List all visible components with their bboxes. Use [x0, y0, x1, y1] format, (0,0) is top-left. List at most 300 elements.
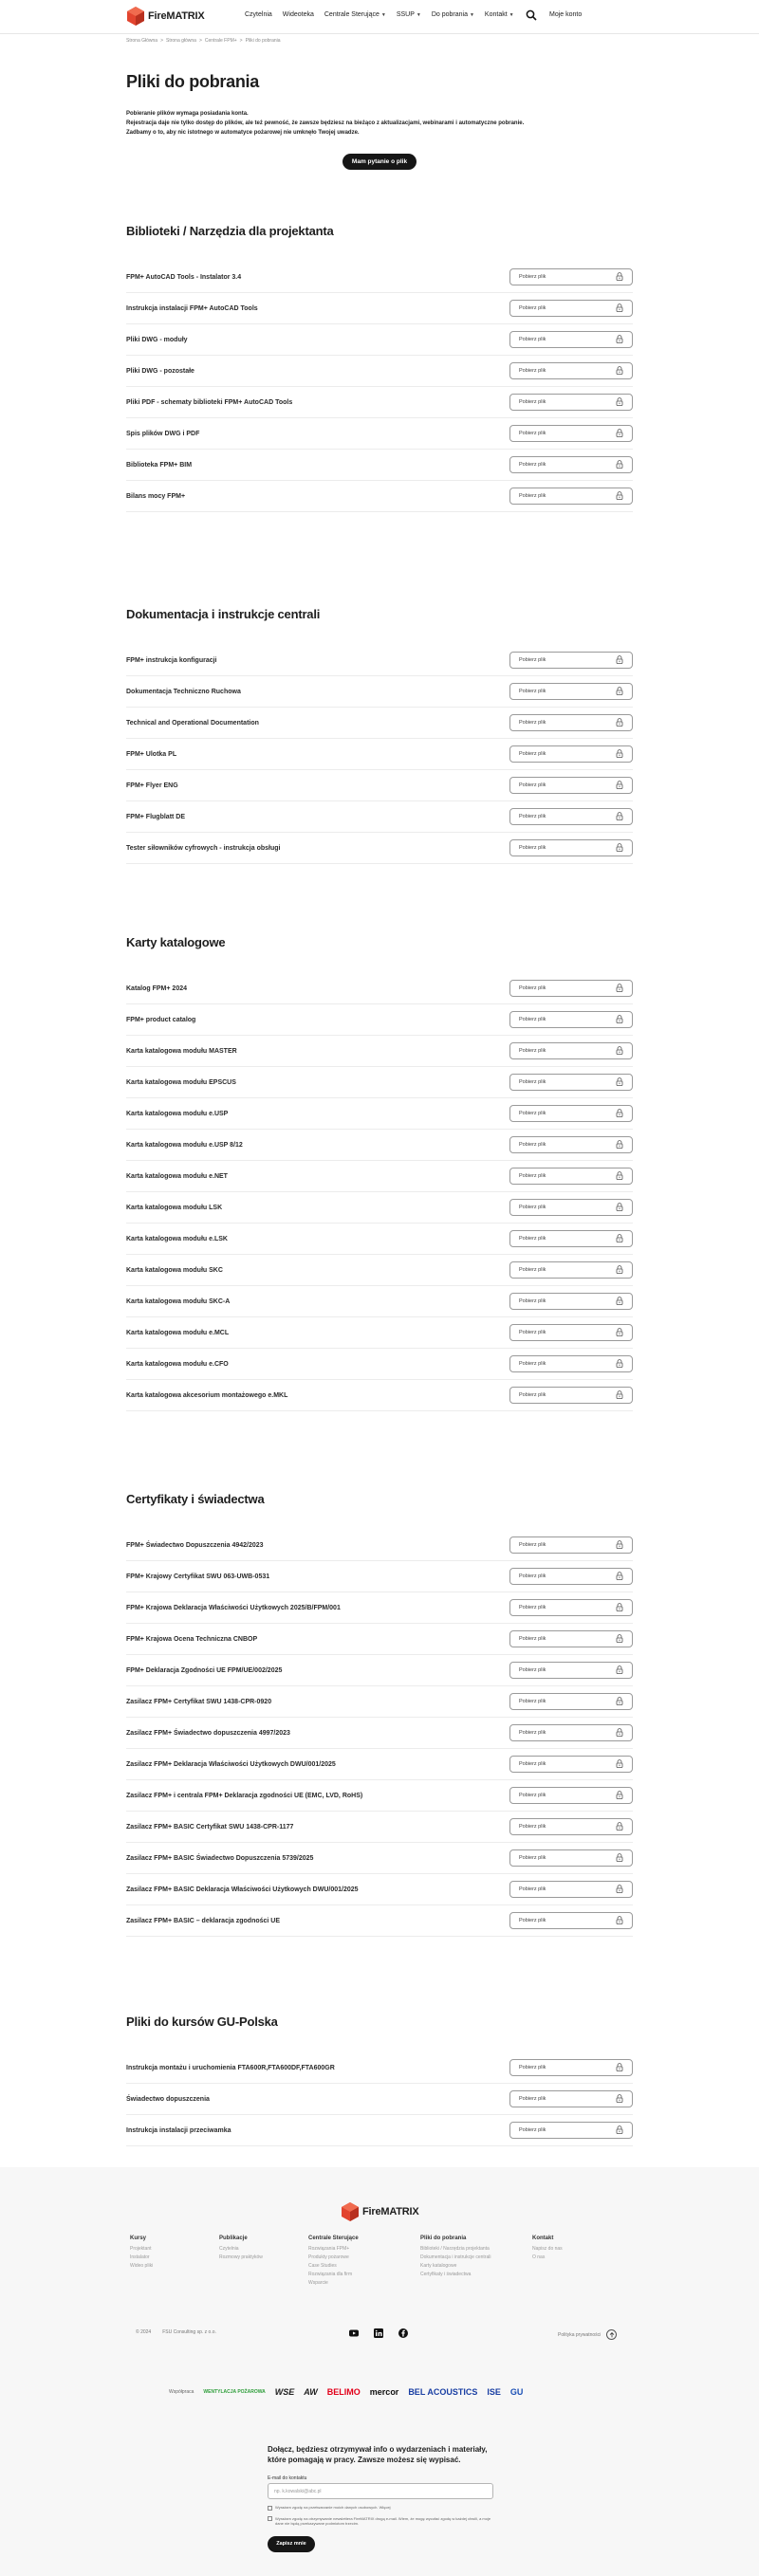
footer-column-heading: Kontakt — [532, 2236, 554, 2241]
download-button[interactable] — [509, 1756, 633, 1773]
email-field-label: E-mail do kontaktu — [268, 2475, 307, 2481]
file-name: Zasilacz FPM+ BASIC – deklaracja zgodności UE — [126, 1917, 281, 1924]
footer-column — [532, 2236, 608, 2288]
partners-strip — [169, 2387, 523, 2397]
lock-icon — [616, 1787, 623, 1804]
footer-column-heading: Kursy — [130, 2236, 147, 2241]
download-section — [126, 224, 633, 512]
intro-text — [126, 109, 620, 138]
chevron-down-icon: ▼ — [469, 11, 474, 18]
download-button-label: Pobierz plik — [519, 1392, 546, 1398]
download-button[interactable] — [509, 1293, 633, 1310]
download-button[interactable] — [509, 268, 633, 285]
download-button-label: Pobierz plik — [519, 1361, 546, 1367]
partner-logo[interactable]: WSE — [274, 2387, 295, 2397]
consent-checkbox-row — [268, 2516, 495, 2527]
newsletter-title: Dołącz, będziesz otrzymywał info o wydarzeniach i materiały, które pomagają w pracy. Zawsze możesz się wypisać. — [268, 2445, 488, 2464]
file-list — [126, 645, 633, 864]
nav-item-label: Centrale Sterujące — [324, 11, 380, 18]
file-row — [126, 1874, 633, 1905]
download-button[interactable] — [509, 394, 633, 411]
download-button[interactable] — [509, 980, 633, 997]
file-name: Pliki PDF - schematy biblioteki FPM+ AutoCAD Tools — [126, 398, 293, 406]
download-button[interactable] — [509, 1568, 633, 1585]
footer-link[interactable]: Rozmowy praktyków — [219, 2254, 263, 2260]
file-row — [126, 1905, 633, 1937]
file-name: Zasilacz FPM+ i centrala FPM+ Deklaracja zgodności UE (EMC, LVD, RoHS) — [126, 1792, 363, 1799]
file-name: Zasilacz FPM+ BASIC Deklaracja Właściwości Użytkowych DWU/001/2025 — [126, 1886, 359, 1893]
download-button[interactable] — [509, 1324, 633, 1341]
file-name: FPM+ Krajowa Ocena Techniczna CNBOP — [126, 1635, 258, 1643]
company-name: FSU Consulting sp. z o.o. — [162, 2329, 216, 2335]
file-row — [126, 833, 633, 864]
lock-icon — [616, 652, 623, 669]
footer-link[interactable]: Czytelnia — [219, 2246, 239, 2252]
footer-column-heading: Pliki do pobrania — [420, 2236, 467, 2241]
download-button-label: Pobierz plik — [519, 1173, 546, 1179]
download-button[interactable] — [509, 1599, 633, 1616]
file-row — [126, 708, 633, 739]
footer-column — [420, 2236, 532, 2288]
download-button-label: Pobierz plik — [519, 368, 546, 374]
download-button-label: Pobierz plik — [519, 1079, 546, 1085]
file-row — [126, 1686, 633, 1718]
lock-icon — [616, 1630, 623, 1647]
file-list — [126, 262, 633, 512]
lock-icon — [616, 1168, 623, 1185]
partner-logo[interactable]: BEL ACOUSTICS — [408, 2387, 478, 2397]
section-title: Karty katalogowe — [126, 935, 226, 949]
lock-icon — [616, 777, 623, 794]
file-name: Karta katalogowa modułu SKC — [126, 1266, 223, 1274]
footer-link[interactable]: O nas — [532, 2254, 546, 2260]
intro-line: Pobieranie plików wymaga posiadania konta. — [126, 111, 249, 117]
file-name: Pliki DWG - moduły — [126, 336, 188, 343]
download-button[interactable] — [509, 1261, 633, 1279]
file-row — [126, 1624, 633, 1655]
download-button-label: Pobierz plik — [519, 657, 546, 663]
lock-icon — [616, 1293, 623, 1310]
nav-item-label: Czytelnia — [245, 11, 272, 18]
file-row — [126, 973, 633, 1004]
section-title: Biblioteki / Narzędzia dla projektanta — [126, 224, 334, 238]
youtube-icon[interactable] — [349, 2328, 359, 2338]
file-row — [126, 1130, 633, 1161]
file-row — [126, 1317, 633, 1349]
download-button-label: Pobierz plik — [519, 1793, 546, 1798]
partner-logo[interactable]: mercor — [369, 2387, 399, 2397]
file-row — [126, 324, 633, 356]
footer-link[interactable]: Dokumentacja i instrukcje centrali — [420, 2254, 491, 2260]
file-name: Pliki DWG - pozostałe — [126, 367, 194, 375]
download-button-label: Pobierz plik — [519, 985, 546, 991]
footer-link[interactable]: Rozwiązania dla firm — [308, 2272, 353, 2277]
lock-icon — [616, 488, 623, 505]
lock-icon — [616, 839, 623, 856]
lock-icon — [616, 331, 623, 348]
file-name: Karta katalogowa modułu e.MCL — [126, 1329, 230, 1336]
lock-icon — [616, 1355, 623, 1372]
download-button[interactable] — [509, 2059, 633, 2076]
download-button[interactable] — [509, 1881, 633, 1898]
download-button[interactable] — [509, 1230, 633, 1247]
newsletter-form — [268, 2444, 495, 2552]
file-row — [126, 801, 633, 833]
download-button-label: Pobierz plik — [519, 1761, 546, 1767]
download-button[interactable] — [509, 1387, 633, 1404]
file-row — [126, 645, 633, 676]
file-name: FPM+ Flugblatt DE — [126, 813, 186, 820]
file-row — [126, 1561, 633, 1592]
download-button-label: Pobierz plik — [519, 1824, 546, 1830]
file-row — [126, 2084, 633, 2115]
nav-item-label: Wideoteka — [282, 11, 314, 18]
site-footer — [0, 2167, 759, 2576]
download-section — [126, 935, 633, 1411]
download-button[interactable] — [509, 1355, 633, 1372]
nav-item-label: SSUP — [396, 11, 415, 18]
file-row — [126, 770, 633, 801]
lock-icon — [616, 456, 623, 473]
lock-icon — [616, 425, 623, 442]
lock-icon — [616, 1324, 623, 1341]
download-button-label: Pobierz plik — [519, 689, 546, 694]
download-button[interactable] — [509, 1074, 633, 1091]
social-links — [349, 2328, 408, 2338]
file-row — [126, 1224, 633, 1255]
file-row — [126, 293, 633, 324]
file-name: FPM+ Deklaracja Zgodności UE FPM/UE/002/2025 — [126, 1666, 283, 1674]
download-button-label: Pobierz plik — [519, 431, 546, 436]
download-button[interactable] — [509, 300, 633, 317]
file-name: Karta katalogowa modułu e.CFO — [126, 1360, 229, 1368]
firematrix-logo-icon — [342, 2202, 359, 2221]
file-name: Karta katalogowa modułu e.LSK — [126, 1235, 228, 1242]
footer-link[interactable]: Instalator — [130, 2254, 150, 2260]
footer-link[interactable]: Case Studies — [308, 2263, 337, 2269]
download-button[interactable] — [509, 1693, 633, 1710]
footer-column-heading: Publikacje — [219, 2236, 248, 2241]
logo-text: FireMATRIX — [148, 10, 205, 22]
file-row — [126, 1812, 633, 1843]
download-button[interactable] — [509, 1168, 633, 1185]
file-name: Świadectwo dopuszczenia — [126, 2095, 210, 2103]
section-title: Certyfikaty i świadectwa — [126, 1492, 265, 1506]
file-row — [126, 739, 633, 770]
download-button[interactable] — [509, 488, 633, 505]
file-name: Karta katalogowa modułu SKC-A — [126, 1297, 231, 1305]
file-name: FPM+ Krajowa Deklaracja Właściwości Użytkowych 2025/B/FPM/001 — [126, 1604, 341, 1611]
download-button-label: Pobierz plik — [519, 1636, 546, 1642]
download-button-label: Pobierz plik — [519, 1855, 546, 1861]
footer-link[interactable]: Wsparcie — [308, 2280, 328, 2286]
file-name: Instrukcja montażu i uruchomienia FTA600R,FTA600DF,FTA600GR — [126, 2064, 335, 2071]
lock-icon — [616, 1693, 623, 1710]
download-button-label: Pobierz plik — [519, 1298, 546, 1304]
subscribe-button[interactable]: Zapisz mnie — [268, 2536, 315, 2552]
partner-logo[interactable]: WENTYLACJA POŻAROWA — [203, 2389, 266, 2395]
download-button[interactable] — [509, 1536, 633, 1554]
download-button[interactable] — [509, 456, 633, 473]
file-row — [126, 1036, 633, 1067]
lock-icon — [616, 1074, 623, 1091]
file-row — [126, 1098, 633, 1130]
file-row — [126, 1749, 633, 1780]
download-button[interactable] — [509, 1199, 633, 1216]
file-name: FPM+ AutoCAD Tools - Instalator 3.4 — [126, 273, 242, 281]
lock-icon — [616, 1105, 623, 1122]
file-name: Spis plików DWG i PDF — [126, 430, 200, 437]
download-button[interactable] — [509, 1662, 633, 1679]
download-button[interactable] — [509, 839, 633, 856]
nav-item[interactable] — [432, 11, 474, 18]
file-name: FPM+ Flyer ENG — [126, 782, 178, 789]
lock-icon — [616, 1199, 623, 1216]
footer-column — [219, 2236, 308, 2288]
download-button[interactable] — [509, 1787, 633, 1804]
lock-icon — [616, 1724, 623, 1741]
file-name: Tester siłowników cyfrowych - instrukcja obsługi — [126, 844, 281, 852]
download-button-label: Pobierz plik — [519, 1573, 546, 1579]
file-list — [126, 1530, 633, 1937]
nav-item[interactable] — [397, 11, 421, 18]
partner-logo[interactable]: AW — [304, 2387, 318, 2397]
download-button-label: Pobierz plik — [519, 1667, 546, 1673]
download-button[interactable] — [509, 1912, 633, 1929]
download-button-label: Pobierz plik — [519, 1886, 546, 1892]
download-button[interactable] — [509, 1042, 633, 1059]
chevron-down-icon: ▼ — [416, 11, 421, 18]
download-button[interactable] — [509, 2122, 633, 2139]
file-name: Karta katalogowa modułu EPSCUS — [126, 1078, 236, 1086]
lock-icon — [616, 1756, 623, 1773]
download-button-label: Pobierz plik — [519, 1205, 546, 1210]
file-row — [126, 1255, 633, 1286]
footer-link[interactable]: Rozwiązania FPM+ — [308, 2246, 350, 2252]
download-button-label: Pobierz plik — [519, 2127, 546, 2133]
privacy-link[interactable]: Polityka prywatności — [558, 2331, 602, 2338]
footer-link[interactable]: Karty katalogowe — [420, 2263, 457, 2269]
download-button[interactable] — [509, 777, 633, 794]
download-button-label: Pobierz plik — [519, 1542, 546, 1548]
footer-column — [130, 2236, 219, 2288]
file-name: Karta katalogowa modułu e.USP — [126, 1110, 229, 1117]
download-button-label: Pobierz plik — [519, 274, 546, 280]
file-list — [126, 2052, 633, 2146]
file-row — [126, 1349, 633, 1380]
footer-logo[interactable] — [342, 2202, 419, 2221]
file-row — [126, 1004, 633, 1036]
newsletter-consent-checkbox[interactable] — [268, 2516, 272, 2521]
lock-icon — [616, 1849, 623, 1867]
download-button-label: Pobierz plik — [519, 399, 546, 405]
download-button-label: Pobierz plik — [519, 1267, 546, 1273]
chevron-down-icon: ▼ — [380, 11, 386, 18]
my-account-link[interactable]: Moje konto — [549, 11, 583, 18]
footer-right — [558, 2329, 617, 2340]
lock-icon — [616, 1568, 623, 1585]
download-button[interactable] — [509, 362, 633, 379]
ask-about-file-button[interactable]: Mam pytanie o plik — [342, 154, 417, 170]
file-name: Technical and Operational Documentation — [126, 719, 259, 727]
lock-icon — [616, 2059, 623, 2076]
download-button[interactable] — [509, 714, 633, 731]
lock-icon — [616, 1536, 623, 1554]
footer-column-heading: Centrale Sterujące — [308, 2236, 359, 2241]
file-name: Bilans mocy FPM+ — [126, 492, 186, 500]
lock-icon — [616, 980, 623, 997]
lock-icon — [616, 300, 623, 317]
file-row — [126, 1192, 633, 1224]
file-row — [126, 1718, 633, 1749]
file-row — [126, 450, 633, 481]
search-icon[interactable] — [526, 9, 537, 21]
file-row — [126, 676, 633, 708]
download-button[interactable] — [509, 2090, 633, 2107]
file-name: FPM+ product catalog — [126, 1016, 196, 1023]
chevron-down-icon: ▼ — [509, 11, 514, 18]
file-name: Zasilacz FPM+ Certyfikat SWU 1438-CPR-0920 — [126, 1698, 272, 1705]
download-button[interactable] — [509, 1136, 633, 1153]
download-button-label: Pobierz plik — [519, 2096, 546, 2102]
file-row — [126, 2115, 633, 2146]
newsletter-consent-text: Wyrażam zgodę na otrzymywanie newslettera FireMATRIX drogą e-mail. Wiem, że mogę wycofać zgodę w każdej chwili, a moje dane nie będą przekazywane podmiotom trzecim. — [275, 2515, 491, 2526]
download-button-label: Pobierz plik — [519, 1730, 546, 1736]
footer-link[interactable]: Certyfikaty i świadectwa — [420, 2272, 472, 2277]
file-name: Biblioteka FPM+ BIM — [126, 461, 193, 469]
download-button-label: Pobierz plik — [519, 1330, 546, 1335]
nav-item[interactable] — [245, 11, 272, 18]
download-button-label: Pobierz plik — [519, 462, 546, 468]
footer-link[interactable]: Napisz do nas — [532, 2246, 563, 2252]
breadcrumb-item[interactable]: Strona główna — [166, 38, 196, 44]
facebook-icon[interactable] — [398, 2328, 408, 2338]
download-button[interactable] — [509, 1105, 633, 1122]
lock-icon — [616, 1261, 623, 1279]
download-button-label: Pobierz plik — [519, 337, 546, 342]
logo[interactable] — [127, 7, 205, 26]
consent-checkbox-row — [268, 2505, 495, 2511]
download-button[interactable] — [509, 1011, 633, 1028]
lock-icon — [616, 1042, 623, 1059]
file-name: Zasilacz FPM+ BASIC Świadectwo Dopuszczenia 5739/2025 — [126, 1854, 314, 1862]
download-button-label: Pobierz plik — [519, 1236, 546, 1242]
scroll-to-top-button[interactable] — [606, 2329, 617, 2340]
file-name: Instrukcja instalacji FPM+ AutoCAD Tools — [126, 304, 258, 312]
breadcrumb-item[interactable]: Strona Główna — [126, 38, 158, 44]
lock-icon — [616, 1662, 623, 1679]
partner-logo[interactable]: ISE — [487, 2387, 501, 2397]
breadcrumb-separator: > — [160, 38, 163, 44]
download-button[interactable] — [509, 652, 633, 669]
download-button-label: Pobierz plik — [519, 814, 546, 819]
footer-logo-text: FireMATRIX — [362, 2206, 419, 2217]
linkedin-icon[interactable] — [374, 2328, 383, 2338]
lock-icon — [616, 714, 623, 731]
file-row — [126, 1286, 633, 1317]
partner-logo[interactable]: GU — [509, 2387, 524, 2397]
download-button[interactable] — [509, 425, 633, 442]
file-name: Zasilacz FPM+ BASIC Certyfikat SWU 1438-CPR-1177 — [126, 1823, 294, 1831]
footer-link[interactable]: Projektant — [130, 2246, 152, 2252]
lock-icon — [616, 1912, 623, 1929]
download-button-label: Pobierz plik — [519, 1048, 546, 1054]
file-row — [126, 262, 633, 293]
footer-link[interactable]: Biblioteki / Narzędzia projektanta — [420, 2246, 490, 2252]
file-row — [126, 1592, 633, 1624]
email-field[interactable]: np. k.kowalski@abc.pl — [268, 2483, 493, 2499]
breadcrumb-separator: > — [239, 38, 243, 44]
file-row — [126, 481, 633, 512]
download-button-label: Pobierz plik — [519, 1605, 546, 1610]
nav-item[interactable] — [324, 11, 386, 18]
file-row — [126, 1380, 633, 1411]
download-button[interactable] — [509, 1818, 633, 1835]
file-row — [126, 356, 633, 387]
nav-item[interactable] — [283, 11, 314, 18]
lock-icon — [616, 1599, 623, 1616]
footer-column — [308, 2236, 420, 2288]
file-row — [126, 1843, 633, 1874]
breadcrumb-item[interactable]: Centrale FPM+ — [204, 38, 237, 44]
download-button[interactable] — [509, 683, 633, 700]
file-name: Zasilacz FPM+ Deklaracja Właściwości Użytkowych DWU/001/2025 — [126, 1760, 336, 1768]
lock-icon — [616, 2122, 623, 2139]
footer-columns — [130, 2236, 608, 2288]
file-name: FPM+ Krajowy Certyfikat SWU 063-UWB-0531 — [126, 1573, 270, 1580]
download-button[interactable] — [509, 1630, 633, 1647]
consent-checkbox[interactable] — [268, 2506, 272, 2511]
download-button-label: Pobierz plik — [519, 1017, 546, 1022]
footer-link[interactable]: Wideo pliki — [130, 2263, 154, 2269]
file-name: Karta katalogowa modułu e.USP 8/12 — [126, 1141, 243, 1149]
file-row — [126, 1161, 633, 1192]
main-nav — [245, 11, 514, 18]
file-name: Karta katalogowa modułu LSK — [126, 1204, 223, 1211]
site-header — [0, 0, 759, 34]
download-button-label: Pobierz plik — [519, 751, 546, 757]
lock-icon — [616, 268, 623, 285]
partner-logo[interactable]: BELIMO — [326, 2387, 361, 2397]
nav-item-label: Kontakt — [484, 11, 508, 18]
lock-icon — [616, 1011, 623, 1028]
lock-icon — [616, 1136, 623, 1153]
download-button[interactable] — [509, 1724, 633, 1741]
lock-icon — [616, 745, 623, 763]
lock-icon — [616, 1881, 623, 1898]
lock-icon — [616, 1230, 623, 1247]
file-name: Katalog FPM+ 2024 — [126, 984, 187, 992]
download-button[interactable] — [509, 808, 633, 825]
download-button[interactable] — [509, 745, 633, 763]
lock-icon — [616, 808, 623, 825]
arrow-up-icon — [609, 2332, 615, 2338]
download-section — [126, 1492, 633, 1937]
partners-label: Współpraca — [169, 2389, 194, 2395]
intro-line: Zadbamy o to, aby nic istotnego w automatyce pożarowej nie umknęło Twojej uwadze. — [126, 130, 360, 136]
breadcrumb-item: Pliki do pobrania — [245, 38, 281, 44]
nav-item[interactable] — [485, 11, 514, 18]
footer-link[interactable]: Produkty pożarowe — [308, 2254, 349, 2260]
download-button[interactable] — [509, 331, 633, 348]
download-button[interactable] — [509, 1849, 633, 1867]
consent-text: Wyrażam zgodę na przetwarzanie moich danych osobowych. Więcej — [275, 2505, 391, 2510]
file-name: Instrukcja instalacji przeciwamka — [126, 2126, 231, 2134]
nav-item-label: Do pobrania — [431, 11, 468, 18]
file-row — [126, 1780, 633, 1812]
download-button-label: Pobierz plik — [519, 720, 546, 726]
download-button-label: Pobierz plik — [519, 1142, 546, 1148]
